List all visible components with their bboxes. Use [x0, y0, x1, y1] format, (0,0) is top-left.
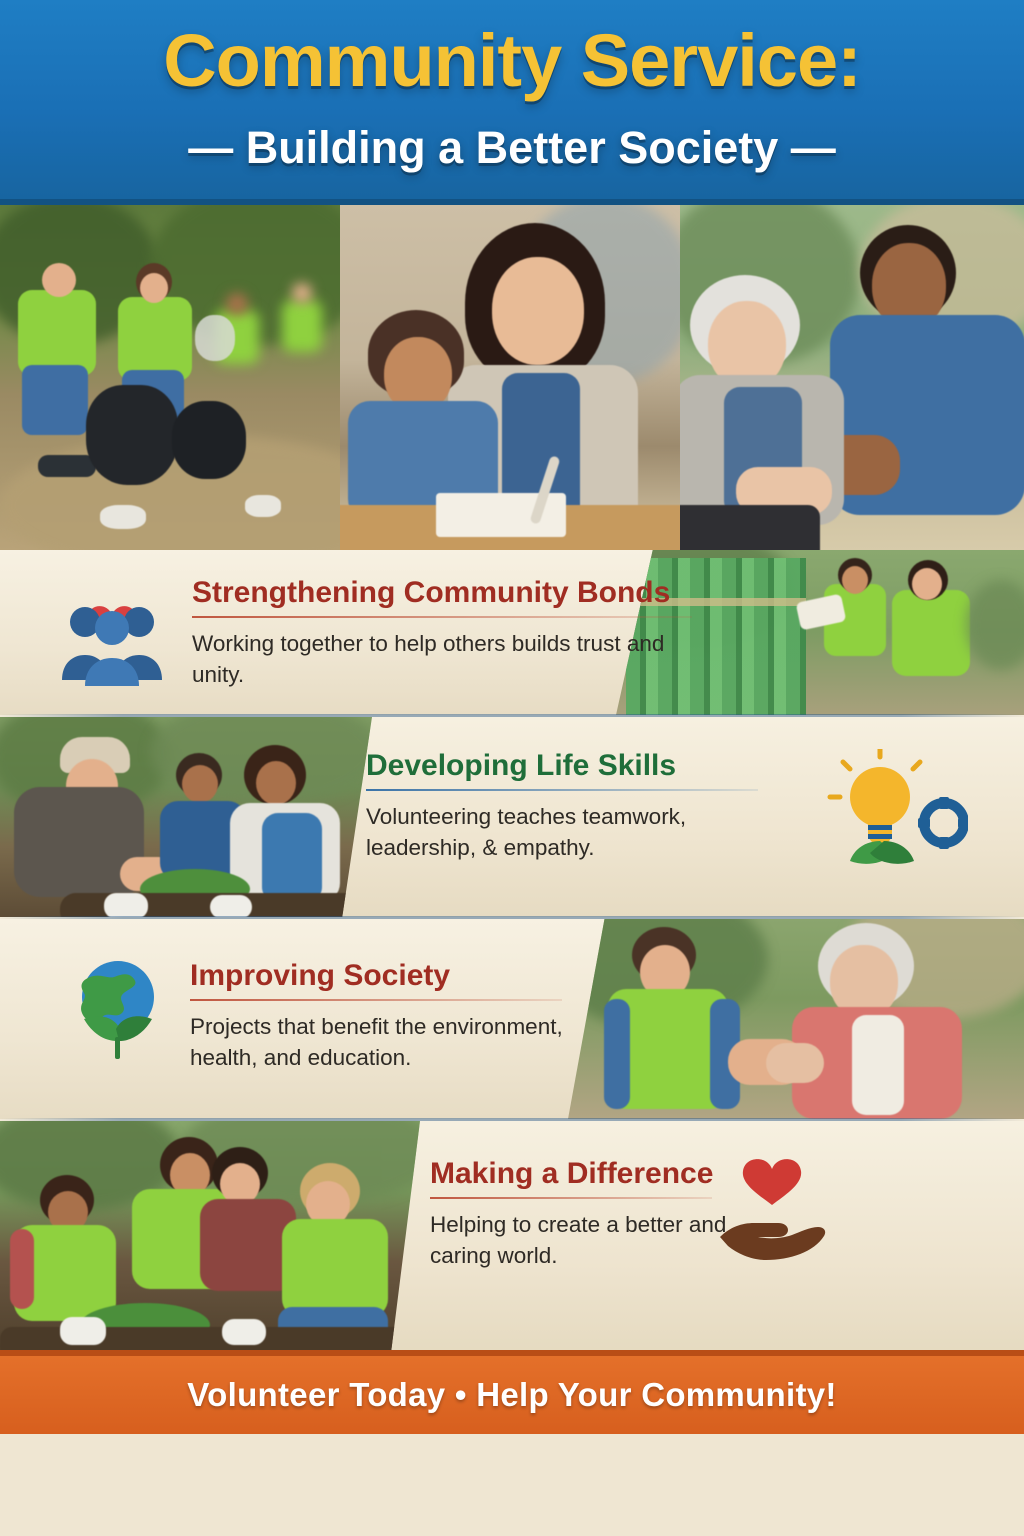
section-body: Volunteering teaches teamwork, leadership, & empathy.	[366, 804, 687, 860]
footer-call-to-action: Volunteer Today • Help Your Community!	[187, 1376, 837, 1413]
page-title: Community Service:	[163, 19, 861, 102]
poster-header	[0, 0, 1024, 205]
section-body: Projects that benefit the environment, health, and education.	[190, 1014, 563, 1070]
section-developing-life-skills	[0, 717, 1024, 917]
people-heart-icon	[52, 582, 172, 692]
hero-image-volunteers-litter-cleanup	[0, 205, 340, 550]
section-heading: Making a Difference	[430, 1157, 714, 1190]
hand-heart-icon	[712, 1153, 832, 1268]
globe-leaves-icon	[58, 949, 176, 1072]
lightbulb-gear-leaf-icon	[818, 749, 968, 882]
section-body: Working together to help others builds trust and unity.	[192, 631, 665, 687]
hero-image-strip	[0, 205, 1024, 550]
bottom-strip	[0, 1434, 1024, 1536]
section-heading: Developing Life Skills	[366, 749, 677, 782]
footer-banner	[0, 1356, 1024, 1434]
section-improving-society	[0, 919, 1024, 1119]
hero-image-man-helping-elderly-woman	[680, 205, 1024, 550]
section-body: Helping to create a better and caring world.	[430, 1212, 727, 1268]
section-heading: Improving Society	[190, 959, 451, 992]
page-subtitle: — Building a Better Society —	[188, 122, 836, 173]
section-making-a-difference	[0, 1121, 1024, 1356]
photo-volunteers-planting-with-children	[0, 717, 372, 917]
section-strengthening-community-bonds	[0, 550, 1024, 715]
hero-image-woman-tutoring-child	[340, 205, 680, 550]
photo-volunteers-planting-flowers	[0, 1121, 420, 1356]
photo-volunteer-helping-senior-woman	[568, 919, 1024, 1119]
section-heading: Strengthening Community Bonds	[192, 576, 671, 609]
